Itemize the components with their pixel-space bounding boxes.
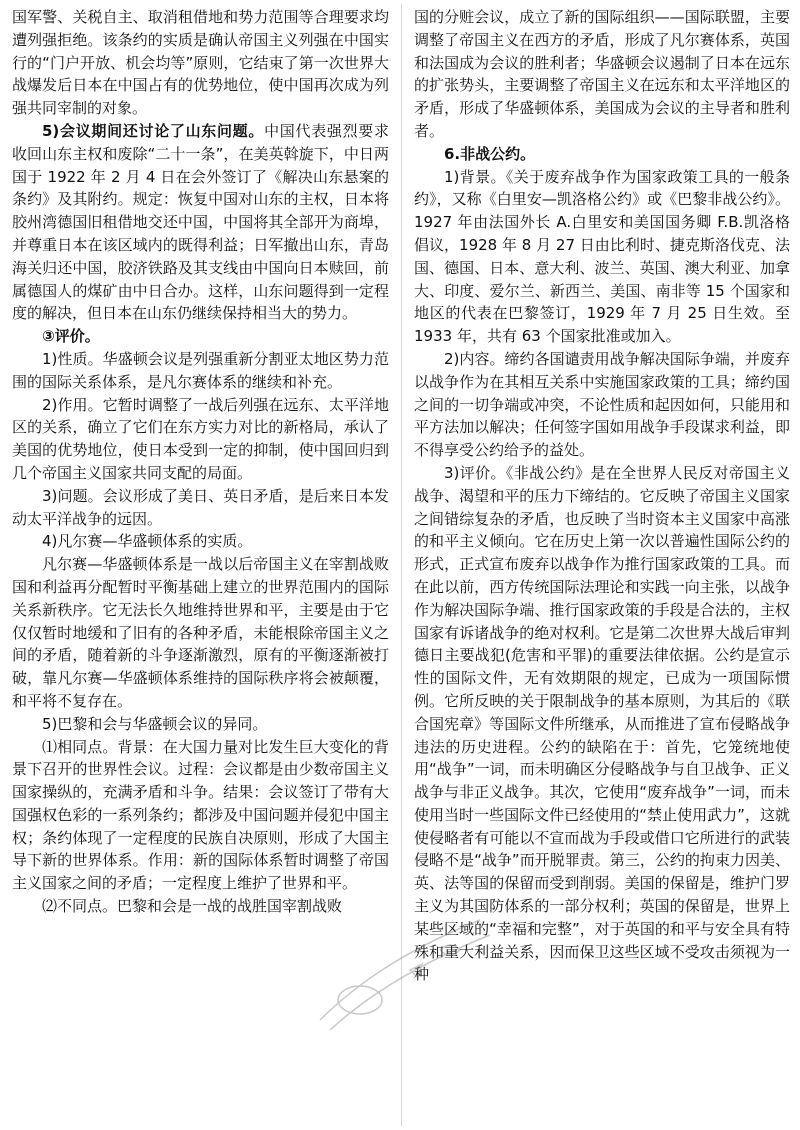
paragraph: [12, 325, 389, 348]
paragraph: [12, 120, 389, 325]
paragraph: [12, 348, 389, 394]
paragraph: [12, 553, 389, 713]
paragraph-text: ⑵不同点。巴黎和会是一战的战胜国宰割战败: [42, 897, 343, 916]
paragraph: [12, 530, 389, 553]
paragraph: [414, 462, 790, 986]
paragraph: [12, 895, 389, 918]
paragraph: [414, 143, 790, 166]
paragraph-text: 4)凡尔赛—华盛顿体系的实质。: [42, 532, 253, 551]
paragraph-text: ③评价。: [42, 327, 100, 346]
paragraph-text: 3)问题。会议形成了美日、英日矛盾，是后来日本发动太平洋战争的远因。: [12, 486, 389, 528]
paragraph-text: 国的分赃会议，成立了新的国际组织——国际联盟，主要调整了帝国主义在西方的矛盾，形成了凡尔赛体系，英国和法国成为会议的胜利者；华盛顿会议遏制了日本在远东的扩张势头，主要调整了帝国主义在远东和太平洋地区的矛盾，形成了华盛顿体系，美国成为会议的主导者和胜利者。: [414, 8, 790, 140]
paragraph-text: 中国代表强烈要求收回山东主权和废除“二十一条”，在美英斡旋下，中日两国于 1922 年 2 月 4 日在会外签订了《解决山东悬案的条约》及其附约。规定：恢复中国对山东的主权，日本将胶州湾德国旧租借地交还中国，中国将其全部开为商埠，并尊重日本在该区域内的既得利益；日军撤出山东，青岛海关归还中国，胶济铁路及其支线由中国向日本赎回，前属德国人的煤矿由中日合办。这样，山东问题得到一定程度的解决，但日本在山东仍继续保持相当大的势力。: [12, 121, 389, 323]
paragraph-lead: 5)会议期间还讨论了山东问题。: [42, 121, 265, 140]
paragraph-text: 1)背景。《关于废弃战争作为国家政策工具的一般条约》，又称《白里安—凯洛格公约》或《巴黎非战公约》。1927 年由法国外长 A.白里安和美国国务卿 F.B.凯洛格倡议，1928 年 8 月 27 日由比利时、捷克斯洛伐克、法国、德国、日本、意大利、波兰、英国、澳大利亚、加拿大、印度、爱尔兰、新西兰、美国、南非等 15 个国家和地区的代表在巴黎签订，1929 年 7 月 25 日生效。至 1933 年，共有 63 个国家批准或加入。: [414, 167, 790, 346]
paragraph-text: 2)内容。缔约各国谴责用战争解决国际争端，并废弃以战争作为在其相互关系中实施国家政策的工具；缔约国之间的一切争端或冲突，不论性质和起因如何，只能用和平方法加以解决；任何签字国如用战争手段谋求利益，即不得享受公约给予的益处。: [414, 349, 790, 460]
paragraph: [414, 166, 790, 348]
paragraph: [414, 6, 790, 143]
paragraph-text: 6.非战公约。: [444, 144, 536, 163]
right-column: [414, 6, 790, 1126]
paragraph: [12, 6, 389, 120]
paragraph: [12, 713, 389, 736]
paragraph-text: 国军警、关税自主、取消租借地和势力范围等合理要求均遭列强拒绝。该条约的实质是确认帝国主义列强在中国实行的“门户开放、机会均等”原则，它结束了第一次世界大战爆发后日本在中国占有的优势地位，使中国再次成为列强共同宰制的对象。: [12, 8, 389, 118]
left-column: [12, 6, 389, 1126]
paragraph: [12, 394, 389, 485]
paragraph-text: 5)巴黎和会与华盛顿会议的异同。: [42, 714, 268, 733]
paragraph-text: 凡尔赛—华盛顿体系是一战以后帝国主义在宰割战败国和利益再分配暂时平衡基础上建立的世界范围内的国际关系新秩序。它无法长久地维持世界和平，主要是由于它仅仅暂时地缓和了旧有的各种矛盾，未能根除帝国主义之间的矛盾，随着新的斗争逐渐激烈，原有的平衡逐渐被打破，靠凡尔赛—华盛顿体系维持的国际秩序将会被颠覆，和平将不复存在。: [12, 555, 389, 710]
paragraph: [12, 485, 389, 531]
paragraph: [12, 736, 389, 896]
column-divider: [401, 4, 402, 1126]
paragraph-text: 1)性质。华盛顿会议是列强重新分割亚太地区势力范围的国际关系体系，是凡尔赛体系的继续和补充。: [12, 349, 389, 391]
paragraph-text: ⑴相同点。背景：在大国力量对比发生巨大变化的背景下召开的世界性会议。过程：会议都是由少数帝国主义国家操纵的，充满矛盾和斗争。结果：会议签订了带有大国强权色彩的一系列条约；都涉及中国问题并侵犯中国主权；条约体现了一定程度的民族自决原则，形成了大国主导下新的世界体系。作用：新的国际体系暂时调整了帝国主义国家之间的矛盾；一定程度上维护了世界和平。: [12, 737, 389, 893]
paragraph-text: 3)评价。《非战公约》是在全世界人民反对帝国主义战争、渴望和平的压力下缔结的。它反映了帝国主义国家之间错综复杂的矛盾，也反映了当时资本主义国家中高涨的和平主义倾向。它在历史上第一次以普遍性国际公约的形式，正式宣布废弃以战争作为推行国家政策的工具。而在此以前，西方传统国际法理论和实践一向主张，以战争作为解决国际争端、推行国家政策的手段是合法的，主权国家有诉诸战争的绝对权利。它是第二次世界大战后审判德日主要战犯(危害和平罪)的重要法律依据。公约是宣示性的国际文件，无有效期限的规定，已成为一项国际惯例。它所反映的关于限制战争的基本原则，为其后的《联合国宪章》等国际文件所继承，从而推进了宣布侵略战争违法的历史进程。公约的缺陷在于：首先，它笼统地使用“战争”一词，而未明确区分侵略战争与自卫战争、正义战争与非正义战争。其次，它使用“废弃战争”一词，而未使用当时一些国际文件已经使用的“禁止使用武力”，这就使侵略者有可能以不宣而战为手段或借口它所进行的武装侵略不是“战争”而开脱罪责。第三，公约的拘束力因美、英、法等国的保留而受到削弱。美国的保留是，维护门罗主义为其国防体系的一部分权利；英国的保留是，世界上某些区域的“幸福和完整”，对于英国的和平与安全具有特殊和重大利益关系，因而保卫这些区域不受攻击须视为一种: [414, 463, 790, 984]
paragraph: [414, 348, 790, 462]
paragraph-text: 2)作用。它暂时调整了一战后列强在远东、太平洋地区的关系，确立了它们在东方实力对比的新格局，承认了美国的优势地位，使日本受到一定的抑制，使中国回归到几个帝国主义国家共同支配的局面。: [12, 395, 389, 482]
